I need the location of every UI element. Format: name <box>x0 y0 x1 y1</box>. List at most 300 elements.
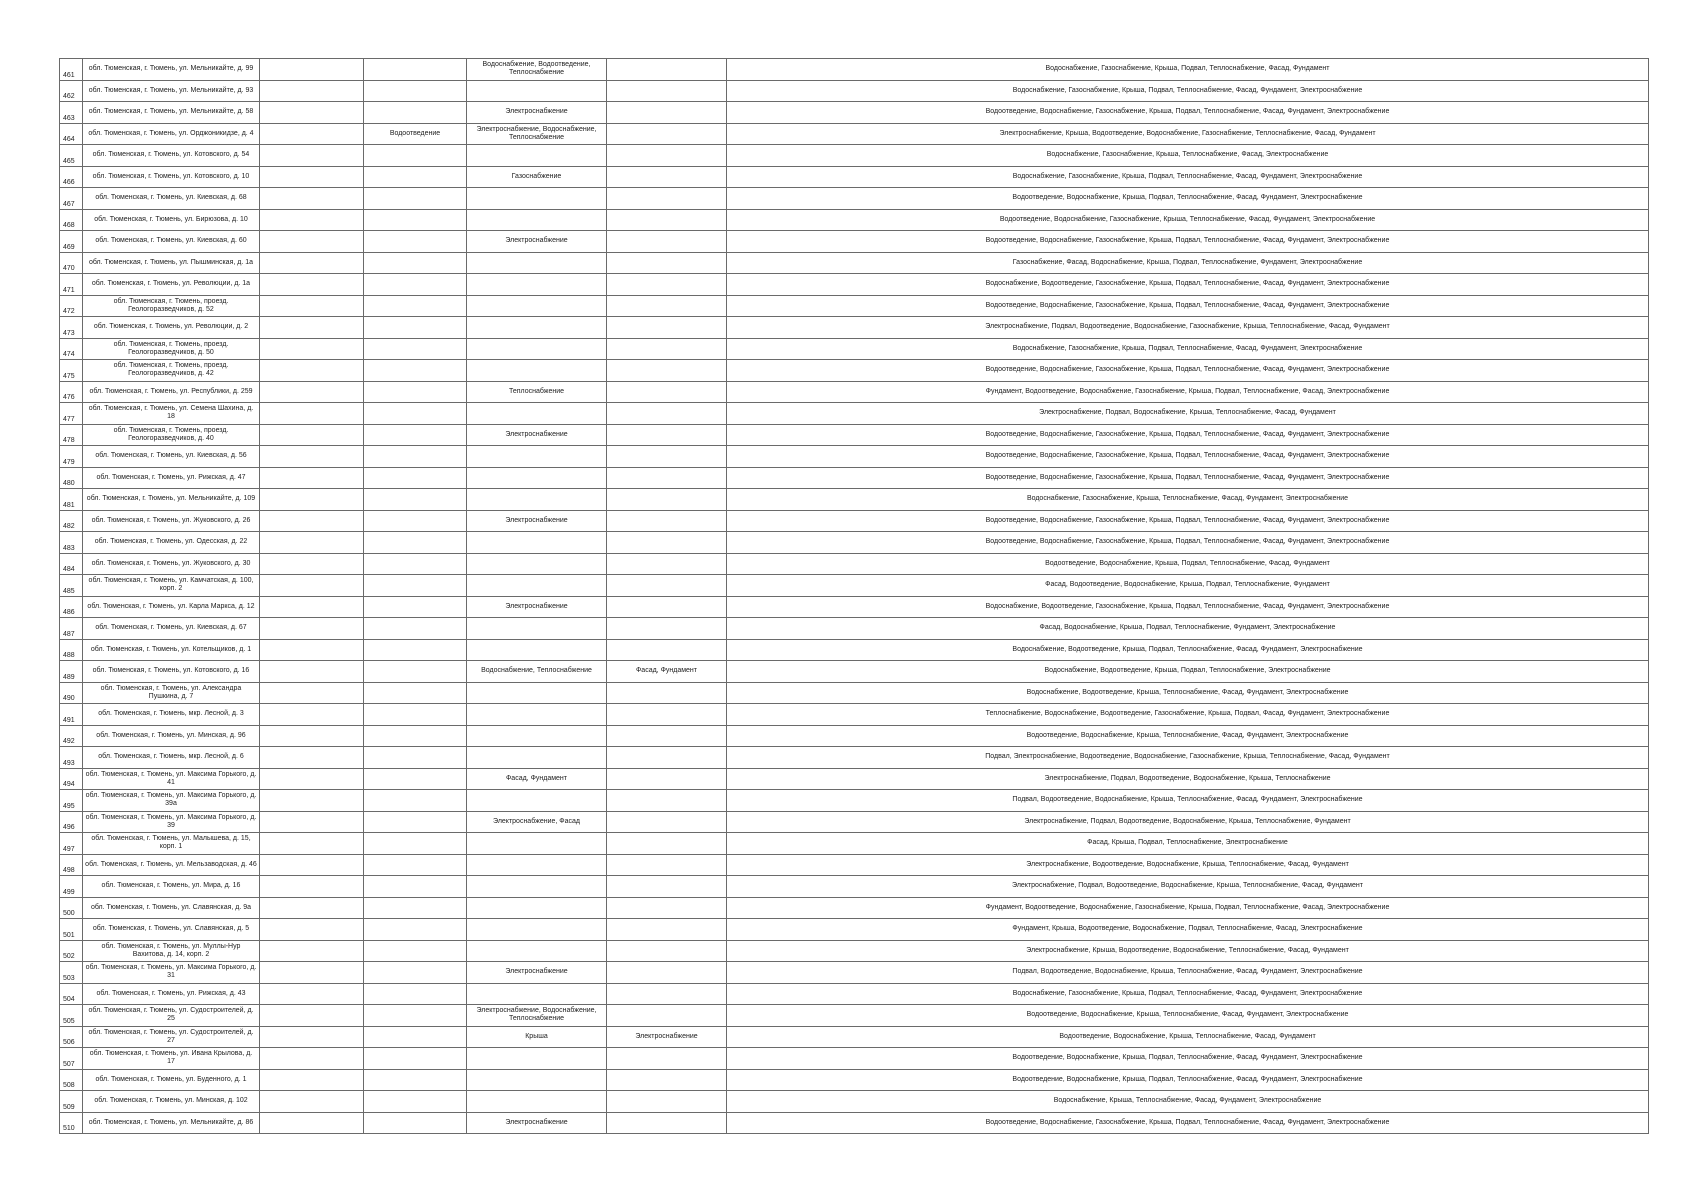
address-cell: обл. Тюменская, г. Тюмень, ул. Минская, д. 102 <box>83 1091 260 1113</box>
address-cell: обл. Тюменская, г. Тюмень, проезд. Геологоразведчиков, д. 52 <box>83 295 260 317</box>
column-6-cell <box>607 768 727 790</box>
column-3-cell <box>260 489 364 511</box>
column-6-cell <box>607 510 727 532</box>
column-6-cell <box>607 940 727 962</box>
table-row <box>60 510 1649 532</box>
column-6-cell <box>607 639 727 661</box>
column-3-cell <box>260 446 364 468</box>
address-cell: обл. Тюменская, г. Тюмень, ул. Котовского, д. 54 <box>83 145 260 167</box>
column-4-cell <box>364 790 467 812</box>
column-5-cell <box>467 553 607 575</box>
column-5-cell: Электроснабжение <box>467 962 607 984</box>
column-4-cell <box>364 102 467 124</box>
column-5-cell <box>467 274 607 296</box>
address-cell: обл. Тюменская, г. Тюмень, ул. Киевская, д. 56 <box>83 446 260 468</box>
table-row <box>60 231 1649 253</box>
address-cell: обл. Тюменская, г. Тюмень, ул. Бирюзова, д. 10 <box>83 209 260 231</box>
row-number: 479 <box>60 446 83 468</box>
column-6-cell <box>607 811 727 833</box>
works-list-cell: Водоотведение, Водоснабжение, Газоснабжение, Крыша, Подвал, Теплоснабжение, Фасад, Фундамент, Электроснабжение <box>727 102 1649 124</box>
row-number: 504 <box>60 983 83 1005</box>
column-3-cell <box>260 747 364 769</box>
address-cell: обл. Тюменская, г. Тюмень, ул. Максима Горького, д. 31 <box>83 962 260 984</box>
address-cell: обл. Тюменская, г. Тюмень, ул. Малышева, д. 15, корп. 1 <box>83 833 260 855</box>
column-3-cell <box>260 338 364 360</box>
column-4-cell <box>364 682 467 704</box>
row-number: 480 <box>60 467 83 489</box>
column-3-cell <box>260 1048 364 1070</box>
table-row <box>60 596 1649 618</box>
column-3-cell <box>260 725 364 747</box>
column-4-cell <box>364 295 467 317</box>
table-row <box>60 532 1649 554</box>
column-4-cell <box>364 596 467 618</box>
column-6-cell: Электроснабжение <box>607 1026 727 1048</box>
table-row <box>60 811 1649 833</box>
works-list-cell: Водоснабжение, Водоотведение, Крыша, Подвал, Теплоснабжение, Электроснабжение <box>727 661 1649 683</box>
column-3-cell <box>260 661 364 683</box>
works-list-cell: Газоснабжение, Фасад, Водоснабжение, Крыша, Подвал, Теплоснабжение, Фундамент, Электроснабжение <box>727 252 1649 274</box>
address-cell: обл. Тюменская, г. Тюмень, ул. Судостроителей, д. 25 <box>83 1005 260 1027</box>
address-cell: обл. Тюменская, г. Тюмень, ул. Киевская, д. 67 <box>83 618 260 640</box>
column-6-cell <box>607 1091 727 1113</box>
address-cell: обл. Тюменская, г. Тюмень, ул. Мельзаводская, д. 46 <box>83 854 260 876</box>
table-row <box>60 80 1649 102</box>
table-row <box>60 338 1649 360</box>
column-4-cell: Водоотведение <box>364 123 467 145</box>
works-list-cell: Водоснабжение, Газоснабжение, Крыша, Подвал, Теплоснабжение, Фасад, Фундамент, Электроснабжение <box>727 80 1649 102</box>
table-row <box>60 274 1649 296</box>
address-cell: обл. Тюменская, г. Тюмень, ул. Мельникайте, д. 109 <box>83 489 260 511</box>
column-4-cell <box>364 1091 467 1113</box>
column-3-cell <box>260 145 364 167</box>
address-cell: обл. Тюменская, г. Тюмень, ул. Пышминская, д. 1а <box>83 252 260 274</box>
column-3-cell <box>260 381 364 403</box>
column-3-cell <box>260 59 364 81</box>
row-number: 473 <box>60 317 83 339</box>
address-cell: обл. Тюменская, г. Тюмень, ул. Александра Пушкина, д. 7 <box>83 682 260 704</box>
column-4-cell <box>364 1069 467 1091</box>
column-4-cell <box>364 360 467 382</box>
address-cell: обл. Тюменская, г. Тюмень, ул. Ивана Крылова, д. 17 <box>83 1048 260 1070</box>
table-row <box>60 897 1649 919</box>
column-6-cell <box>607 747 727 769</box>
column-6-cell <box>607 102 727 124</box>
column-6-cell <box>607 467 727 489</box>
row-number: 470 <box>60 252 83 274</box>
row-number: 467 <box>60 188 83 210</box>
column-5-cell: Фасад, Фундамент <box>467 768 607 790</box>
column-5-cell <box>467 467 607 489</box>
column-4-cell <box>364 424 467 446</box>
table-row <box>60 983 1649 1005</box>
table-row <box>60 188 1649 210</box>
column-6-cell <box>607 381 727 403</box>
column-4-cell <box>364 704 467 726</box>
row-number: 461 <box>60 59 83 81</box>
address-cell: обл. Тюменская, г. Тюмень, ул. Максима Горького, д. 39а <box>83 790 260 812</box>
row-number: 490 <box>60 682 83 704</box>
column-5-cell <box>467 897 607 919</box>
row-number: 507 <box>60 1048 83 1070</box>
table-row <box>60 618 1649 640</box>
column-6-cell <box>607 231 727 253</box>
column-5-cell <box>467 575 607 597</box>
column-5-cell: Водоснабжение, Теплоснабжение <box>467 661 607 683</box>
column-3-cell <box>260 424 364 446</box>
column-3-cell <box>260 790 364 812</box>
table-row <box>60 446 1649 468</box>
column-3-cell <box>260 682 364 704</box>
works-list-cell: Водоотведение, Водоснабжение, Газоснабжение, Крыша, Подвал, Теплоснабжение, Фасад, Фундамент, Электроснабжение <box>727 467 1649 489</box>
column-4-cell <box>364 940 467 962</box>
column-5-cell: Газоснабжение <box>467 166 607 188</box>
table-row <box>60 252 1649 274</box>
column-6-cell <box>607 532 727 554</box>
column-3-cell <box>260 897 364 919</box>
table-row <box>60 639 1649 661</box>
table-row <box>60 295 1649 317</box>
column-5-cell <box>467 790 607 812</box>
column-3-cell <box>260 962 364 984</box>
column-4-cell <box>364 80 467 102</box>
table-row <box>60 317 1649 339</box>
column-5-cell <box>467 338 607 360</box>
column-3-cell <box>260 940 364 962</box>
column-3-cell <box>260 919 364 941</box>
table-row <box>60 166 1649 188</box>
column-6-cell <box>607 166 727 188</box>
works-list-cell: Водоотведение, Водоснабжение, Газоснабжение, Крыша, Подвал, Теплоснабжение, Фасад, Фундамент, Электроснабжение <box>727 424 1649 446</box>
column-3-cell <box>260 467 364 489</box>
column-6-cell <box>607 145 727 167</box>
column-5-cell: Электроснабжение <box>467 510 607 532</box>
address-cell: обл. Тюменская, г. Тюмень, ул. Республики, д. 259 <box>83 381 260 403</box>
address-cell: обл. Тюменская, г. Тюмень, ул. Камчатская, д. 100, корп. 2 <box>83 575 260 597</box>
column-4-cell <box>364 59 467 81</box>
column-5-cell: Электроснабжение <box>467 424 607 446</box>
address-cell: обл. Тюменская, г. Тюмень, ул. Мира, д. 16 <box>83 876 260 898</box>
column-3-cell <box>260 1069 364 1091</box>
column-6-cell <box>607 962 727 984</box>
column-5-cell <box>467 618 607 640</box>
row-number: 489 <box>60 661 83 683</box>
column-6-cell <box>607 919 727 941</box>
column-6-cell <box>607 489 727 511</box>
works-list-cell: Электроснабжение, Подвал, Водоотведение, Водоснабжение, Газоснабжение, Крыша, Теплоснабжение, Фасад, Фундамент <box>727 317 1649 339</box>
column-4-cell <box>364 1048 467 1070</box>
address-cell: обл. Тюменская, г. Тюмень, ул. Мельникайте, д. 58 <box>83 102 260 124</box>
works-list-cell: Водоснабжение, Водоотведение, Крыша, Теплоснабжение, Фасад, Фундамент, Электроснабжение <box>727 682 1649 704</box>
row-number: 500 <box>60 897 83 919</box>
column-5-cell <box>467 532 607 554</box>
column-5-cell <box>467 489 607 511</box>
row-number: 468 <box>60 209 83 231</box>
row-number: 485 <box>60 575 83 597</box>
row-number: 508 <box>60 1069 83 1091</box>
works-list-cell: Электроснабжение, Подвал, Водоснабжение, Крыша, Теплоснабжение, Фасад, Фундамент <box>727 403 1649 425</box>
table-row <box>60 467 1649 489</box>
column-4-cell <box>364 747 467 769</box>
row-number: 469 <box>60 231 83 253</box>
works-list-cell: Теплоснабжение, Водоснабжение, Водоотведение, Газоснабжение, Крыша, Подвал, Фасад, Фундамент, Электроснабжение <box>727 704 1649 726</box>
column-4-cell <box>364 403 467 425</box>
table-row <box>60 381 1649 403</box>
works-list-cell: Водоотведение, Водоснабжение, Крыша, Подвал, Теплоснабжение, Фасад, Фундамент, Электроснабжение <box>727 1048 1649 1070</box>
address-cell: обл. Тюменская, г. Тюмень, ул. Киевская, д. 60 <box>83 231 260 253</box>
column-3-cell <box>260 295 364 317</box>
address-cell: обл. Тюменская, г. Тюмень, ул. Жуковского, д. 30 <box>83 553 260 575</box>
column-5-cell <box>467 940 607 962</box>
works-list-cell: Водоснабжение, Водоотведение, Газоснабжение, Крыша, Подвал, Теплоснабжение, Фасад, Фундамент, Электроснабжение <box>727 596 1649 618</box>
works-list-cell: Водоснабжение, Газоснабжение, Крыша, Подвал, Теплоснабжение, Фасад, Фундамент, Электроснабжение <box>727 166 1649 188</box>
column-4-cell <box>364 510 467 532</box>
column-6-cell <box>607 338 727 360</box>
column-4-cell <box>364 661 467 683</box>
table-row <box>60 682 1649 704</box>
column-5-cell <box>467 725 607 747</box>
row-number: 498 <box>60 854 83 876</box>
works-list-cell: Фундамент, Водоотведение, Водоснабжение, Газоснабжение, Крыша, Подвал, Теплоснабжение, Фасад, Электроснабжение <box>727 381 1649 403</box>
row-number: 463 <box>60 102 83 124</box>
column-5-cell <box>467 209 607 231</box>
works-list-cell: Водоотведение, Водоснабжение, Газоснабжение, Крыша, Подвал, Теплоснабжение, Фасад, Фундамент, Электроснабжение <box>727 532 1649 554</box>
column-4-cell <box>364 639 467 661</box>
column-6-cell <box>607 274 727 296</box>
column-3-cell <box>260 618 364 640</box>
address-cell: обл. Тюменская, г. Тюмень, ул. Одесская, д. 22 <box>83 532 260 554</box>
column-5-cell <box>467 833 607 855</box>
row-number: 477 <box>60 403 83 425</box>
column-5-cell <box>467 747 607 769</box>
column-5-cell: Электроснабжение <box>467 596 607 618</box>
column-4-cell <box>364 618 467 640</box>
column-3-cell <box>260 596 364 618</box>
table-row <box>60 854 1649 876</box>
column-6-cell <box>607 983 727 1005</box>
row-number: 501 <box>60 919 83 941</box>
column-3-cell <box>260 231 364 253</box>
column-4-cell <box>364 188 467 210</box>
column-5-cell <box>467 704 607 726</box>
table-row <box>60 1005 1649 1027</box>
works-list-cell: Водоснабжение, Газоснабжение, Крыша, Теплоснабжение, Фасад, Электроснабжение <box>727 145 1649 167</box>
column-6-cell <box>607 682 727 704</box>
column-5-cell: Электроснабжение <box>467 231 607 253</box>
column-4-cell <box>364 553 467 575</box>
column-4-cell <box>364 919 467 941</box>
column-3-cell <box>260 317 364 339</box>
address-cell: обл. Тюменская, г. Тюмень, ул. Семена Шахина, д. 18 <box>83 403 260 425</box>
column-3-cell <box>260 833 364 855</box>
column-6-cell <box>607 876 727 898</box>
column-4-cell <box>364 725 467 747</box>
column-3-cell <box>260 252 364 274</box>
column-5-cell <box>467 80 607 102</box>
column-3-cell <box>260 80 364 102</box>
table-row <box>60 747 1649 769</box>
column-6-cell <box>607 833 727 855</box>
table-row <box>60 1091 1649 1113</box>
column-5-cell <box>467 295 607 317</box>
column-4-cell <box>364 446 467 468</box>
column-3-cell <box>260 403 364 425</box>
address-cell: обл. Тюменская, г. Тюмень, ул. Судостроителей, д. 27 <box>83 1026 260 1048</box>
column-5-cell: Водоснабжение, Водоотведение, Теплоснабжение <box>467 59 607 81</box>
address-cell: обл. Тюменская, г. Тюмень, ул. Жуковского, д. 26 <box>83 510 260 532</box>
column-5-cell <box>467 919 607 941</box>
column-4-cell <box>364 1005 467 1027</box>
column-3-cell <box>260 639 364 661</box>
table-row <box>60 1112 1649 1134</box>
column-4-cell <box>364 467 467 489</box>
table-row <box>60 145 1649 167</box>
table-row <box>60 489 1649 511</box>
address-cell: обл. Тюменская, г. Тюмень, ул. Революции, д. 2 <box>83 317 260 339</box>
address-cell: обл. Тюменская, г. Тюмень, проезд. Геологоразведчиков, д. 50 <box>83 338 260 360</box>
row-number: 494 <box>60 768 83 790</box>
column-3-cell <box>260 854 364 876</box>
address-cell: обл. Тюменская, г. Тюмень, ул. Максима Горького, д. 41 <box>83 768 260 790</box>
column-6-cell <box>607 424 727 446</box>
works-list-cell: Водоотведение, Водоснабжение, Газоснабжение, Крыша, Подвал, Теплоснабжение, Фасад, Фундамент, Электроснабжение <box>727 360 1649 382</box>
works-list-cell: Электроснабжение, Подвал, Водоотведение, Водоснабжение, Крыша, Теплоснабжение <box>727 768 1649 790</box>
row-number: 493 <box>60 747 83 769</box>
column-6-cell <box>607 618 727 640</box>
table-row <box>60 209 1649 231</box>
works-list-cell: Фундамент, Водоотведение, Водоснабжение, Газоснабжение, Крыша, Подвал, Теплоснабжение, Фасад, Электроснабжение <box>727 897 1649 919</box>
table-row <box>60 553 1649 575</box>
address-cell: обл. Тюменская, г. Тюмень, ул. Славянская, д. 5 <box>83 919 260 941</box>
table-row <box>60 123 1649 145</box>
column-5-cell: Электроснабжение <box>467 1112 607 1134</box>
column-6-cell <box>607 123 727 145</box>
column-6-cell <box>607 725 727 747</box>
column-3-cell <box>260 274 364 296</box>
column-5-cell: Теплоснабжение <box>467 381 607 403</box>
column-5-cell: Электроснабжение <box>467 102 607 124</box>
column-5-cell <box>467 446 607 468</box>
row-number: 506 <box>60 1026 83 1048</box>
column-6-cell <box>607 188 727 210</box>
works-list-cell: Водоснабжение, Газоснабжение, Крыша, Теплоснабжение, Фасад, Фундамент, Электроснабжение <box>727 489 1649 511</box>
column-4-cell <box>364 274 467 296</box>
column-6-cell <box>607 1069 727 1091</box>
column-3-cell <box>260 768 364 790</box>
row-number: 486 <box>60 596 83 618</box>
row-number: 491 <box>60 704 83 726</box>
column-4-cell <box>364 381 467 403</box>
works-list-cell: Водоотведение, Водоснабжение, Газоснабжение, Крыша, Подвал, Теплоснабжение, Фасад, Фундамент, Электроснабжение <box>727 231 1649 253</box>
column-6-cell <box>607 317 727 339</box>
column-3-cell <box>260 1005 364 1027</box>
column-4-cell <box>364 532 467 554</box>
column-3-cell <box>260 1091 364 1113</box>
address-cell: обл. Тюменская, г. Тюмень, ул. Мельникайте, д. 93 <box>83 80 260 102</box>
table-row <box>60 1048 1649 1070</box>
column-3-cell <box>260 704 364 726</box>
row-number: 465 <box>60 145 83 167</box>
row-number: 487 <box>60 618 83 640</box>
table-row <box>60 962 1649 984</box>
column-6-cell <box>607 80 727 102</box>
column-6-cell <box>607 403 727 425</box>
column-4-cell <box>364 962 467 984</box>
works-list-cell: Электроснабжение, Крыша, Водоотведение, Водоснабжение, Газоснабжение, Теплоснабжение, Фасад, Фундамент <box>727 123 1649 145</box>
column-6-cell <box>607 790 727 812</box>
table-row <box>60 768 1649 790</box>
works-list-cell: Водоснабжение, Газоснабжение, Крыша, Подвал, Теплоснабжение, Фасад, Фундамент <box>727 59 1649 81</box>
address-cell: обл. Тюменская, г. Тюмень, ул. Муллы-Нур Вахитова, д. 14, корп. 2 <box>83 940 260 962</box>
column-5-cell <box>467 317 607 339</box>
row-number: 505 <box>60 1005 83 1027</box>
address-cell: обл. Тюменская, г. Тюмень, ул. Котовского, д. 10 <box>83 166 260 188</box>
column-4-cell <box>364 145 467 167</box>
row-number: 483 <box>60 532 83 554</box>
table-row <box>60 919 1649 941</box>
works-list-cell: Подвал, Водоотведение, Водоснабжение, Крыша, Теплоснабжение, Фасад, Фундамент, Электроснабжение <box>727 962 1649 984</box>
column-6-cell <box>607 854 727 876</box>
table-row <box>60 360 1649 382</box>
works-list-cell: Фундамент, Крыша, Водоотведение, Водоснабжение, Подвал, Теплоснабжение, Фасад, Электроснабжение <box>727 919 1649 941</box>
column-5-cell: Электроснабжение, Фасад <box>467 811 607 833</box>
column-6-cell <box>607 596 727 618</box>
table-row <box>60 725 1649 747</box>
table-row <box>60 790 1649 812</box>
works-list-cell: Водоснабжение, Крыша, Теплоснабжение, Фасад, Фундамент, Электроснабжение <box>727 1091 1649 1113</box>
column-5-cell <box>467 983 607 1005</box>
works-list-cell: Водоотведение, Водоснабжение, Крыша, Теплоснабжение, Фасад, Фундамент, Электроснабжение <box>727 725 1649 747</box>
row-number: 484 <box>60 553 83 575</box>
column-3-cell <box>260 166 364 188</box>
column-6-cell <box>607 446 727 468</box>
address-cell: обл. Тюменская, г. Тюмень, ул. Славянская, д. 9а <box>83 897 260 919</box>
table-row <box>60 403 1649 425</box>
column-3-cell <box>260 102 364 124</box>
column-6-cell <box>607 575 727 597</box>
column-4-cell <box>364 897 467 919</box>
column-3-cell <box>260 532 364 554</box>
column-5-cell: Крыша <box>467 1026 607 1048</box>
column-4-cell <box>364 252 467 274</box>
table-row <box>60 59 1649 81</box>
column-6-cell <box>607 553 727 575</box>
works-list-cell: Водоотведение, Водоснабжение, Крыша, Теплоснабжение, Фасад, Фундамент, Электроснабжение <box>727 1005 1649 1027</box>
works-list-cell: Водоснабжение, Водоотведение, Газоснабжение, Крыша, Подвал, Теплоснабжение, Фасад, Фундамент, Электроснабжение <box>727 274 1649 296</box>
works-list-cell: Фасад, Водоснабжение, Крыша, Подвал, Теплоснабжение, Фундамент, Электроснабжение <box>727 618 1649 640</box>
works-list-cell: Подвал, Водоотведение, Водоснабжение, Крыша, Теплоснабжение, Фасад, Фундамент, Электроснабжение <box>727 790 1649 812</box>
works-list-cell: Водоснабжение, Газоснабжение, Крыша, Подвал, Теплоснабжение, Фасад, Фундамент, Электроснабжение <box>727 338 1649 360</box>
address-cell: обл. Тюменская, г. Тюмень, ул. Мельникайте, д. 86 <box>83 1112 260 1134</box>
works-list-cell: Водоотведение, Водоснабжение, Крыша, Подвал, Теплоснабжение, Фасад, Фундамент, Электроснабжение <box>727 188 1649 210</box>
row-number: 496 <box>60 811 83 833</box>
column-6-cell <box>607 1048 727 1070</box>
works-list-cell: Электроснабжение, Крыша, Водоотведение, Водоснабжение, Теплоснабжение, Фасад, Фундамент <box>727 940 1649 962</box>
works-list-cell: Водоснабжение, Водоотведение, Крыша, Подвал, Теплоснабжение, Фасад, Фундамент, Электроснабжение <box>727 639 1649 661</box>
column-5-cell <box>467 639 607 661</box>
column-3-cell <box>260 123 364 145</box>
column-5-cell <box>467 854 607 876</box>
row-number: 510 <box>60 1112 83 1134</box>
table-row <box>60 424 1649 446</box>
works-list-cell: Водоотведение, Водоснабжение, Газоснабжение, Крыша, Подвал, Теплоснабжение, Фасад, Фундамент, Электроснабжение <box>727 295 1649 317</box>
column-4-cell <box>364 1112 467 1134</box>
works-list-cell: Фасад, Крыша, Подвал, Теплоснабжение, Электроснабжение <box>727 833 1649 855</box>
works-list-cell: Водоснабжение, Газоснабжение, Крыша, Подвал, Теплоснабжение, Фасад, Фундамент, Электроснабжение <box>727 983 1649 1005</box>
row-number: 497 <box>60 833 83 855</box>
column-6-cell <box>607 897 727 919</box>
column-3-cell <box>260 1112 364 1134</box>
